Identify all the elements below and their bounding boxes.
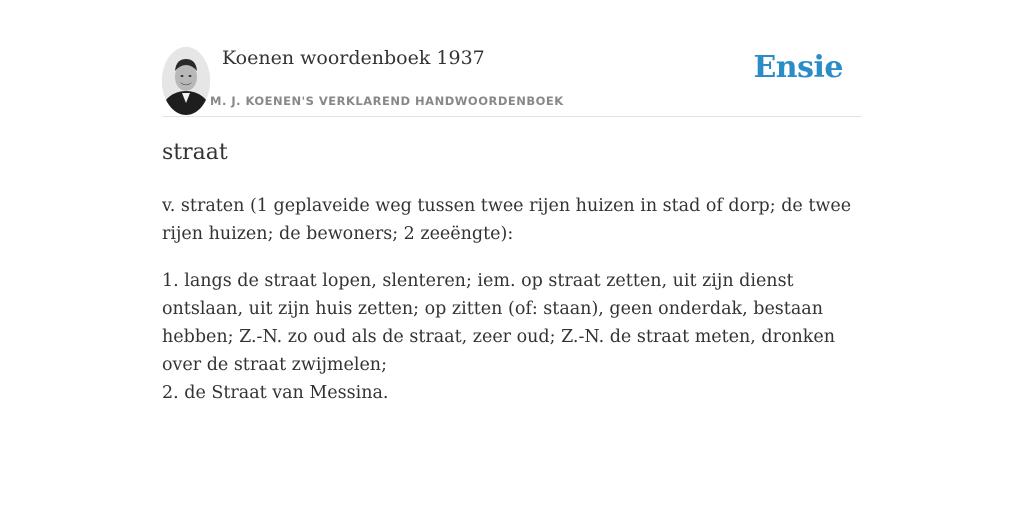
author-portrait-icon (162, 47, 210, 115)
ensie-logo-link[interactable]: Ensie (753, 50, 843, 85)
site-subtitle: M. J. KOENEN'S VERKLAREND HANDWOORDENBOEK (210, 94, 564, 108)
entry-definition (162, 192, 862, 407)
entry-sense-2: 2. de Straat van Messina. (162, 383, 389, 403)
entry-grammar: v. straten (1 geplaveide weg tussen twee rijen huizen in stad of dorp; de twee rijen huizen; de bewoners; 2 zeeëngte): (162, 196, 852, 244)
site-title[interactable]: Koenen woordenboek 1937 (222, 47, 485, 69)
entry-headword: straat (162, 140, 228, 165)
entry-sense-1: 1. langs de straat lopen, slenteren; iem. op straat zetten, uit zijn dienst ontslaan, uit zijn huis zetten; op zitten (of: staan), geen onderdak, bestaan hebben; Z.-N. zo oud als de straat, zeer oud; Z.-N. de straat meten, dronken over de straat zwijmelen; (162, 271, 836, 375)
site-header (162, 46, 862, 117)
